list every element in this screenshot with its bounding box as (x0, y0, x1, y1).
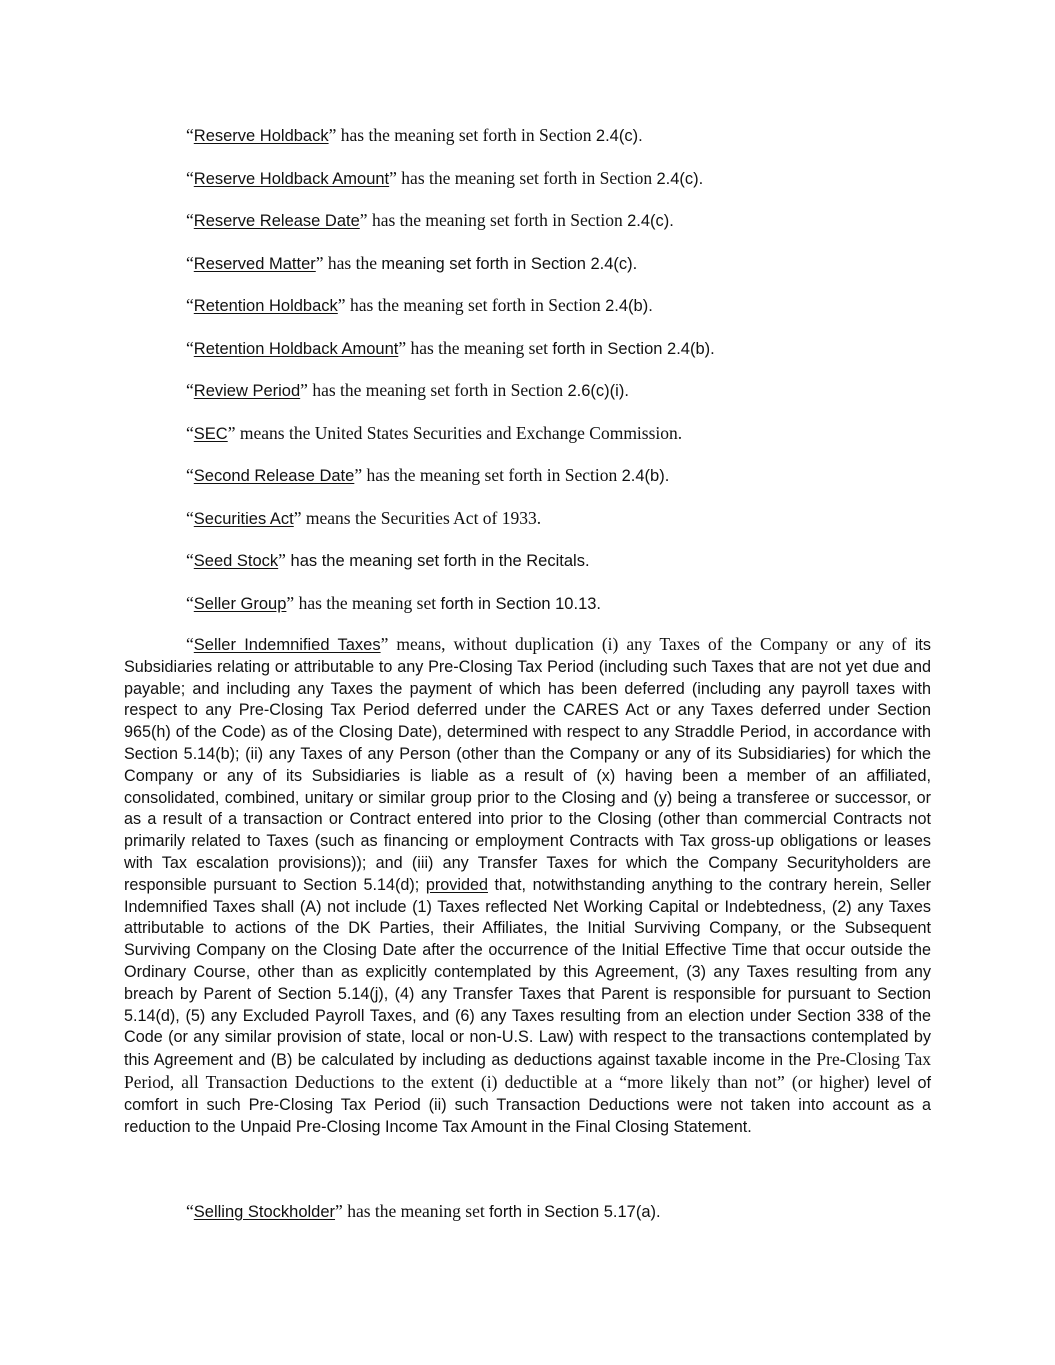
definition-reserve-release-date: “Reserve Release Date” has the meaning set forth in Section 2.4(c). (186, 210, 674, 230)
definition-retention-holdback: “Retention Holdback” has the meaning set forth in Section 2.4(b). (186, 295, 653, 315)
defined-term: Retention Holdback Amount (193, 340, 399, 358)
defined-term: Seed Stock (193, 552, 279, 570)
defined-term: Selling Stockholder (193, 1203, 336, 1221)
defined-term: Seller Indemnified Taxes (193, 636, 381, 654)
definition-retention-holdback-amount: “Retention Holdback Amount” has the meaning set forth in Section 2.4(b). (186, 338, 715, 358)
defined-term: Reserved Matter (193, 255, 316, 273)
proviso-term: provided (425, 875, 488, 894)
defined-term: Securities Act (193, 510, 294, 528)
defined-term: SEC (193, 425, 228, 443)
definition-review-period: “Review Period” has the meaning set forth in Section 2.6(c)(i). (186, 380, 629, 400)
defined-term: Second Release Date (193, 467, 355, 485)
defined-term: Reserve Holdback (193, 127, 329, 145)
defined-term: Reserve Holdback Amount (193, 170, 390, 188)
definition-securities-act: “Securities Act” means the Securities Act of 1933. (186, 508, 542, 528)
definition-reserve-holdback: “Reserve Holdback” has the meaning set forth in Section 2.4(c). (186, 125, 643, 145)
definition-second-release-date: “Second Release Date” has the meaning set forth in Section 2.4(b). (186, 465, 670, 485)
definition-reserve-holdback-amount: “Reserve Holdback Amount” has the meaning set forth in Section 2.4(c). (186, 168, 704, 188)
defined-term: Review Period (193, 382, 301, 400)
definition-seed-stock: “Seed Stock” has the meaning set forth in the Recitals. (186, 550, 590, 570)
defined-term: Reserve Release Date (193, 212, 360, 230)
definition-selling-stockholder: “Selling Stockholder” has the meaning set forth in Section 5.17(a). (186, 1201, 661, 1221)
definition-sec: “SEC” means the United States Securities and Exchange Commission. (186, 423, 683, 443)
definition-seller-indemnified-taxes: “Seller Indemnified Taxes” means, without duplication (i) any Taxes of the Company or any of its Subsidiaries relating or attributable to any Pre-Closing Tax Period (including such Taxes that are not yet due and payable; and including any Taxes the payment of which has been deferred (including any payroll taxes with respect to any Pre-Closing Tax Period deferred under the CARES Act or any Taxes deferred under Section 965(h) of the Code) as of the Closing Date), determined with respect to any Straddle Period, in accordance with Section 5.14(b); (ii) any Taxes of any Person (other than the Company or any of its Subsidiaries) for which the Company or any of its Subsidiaries is liable as a result of (x) having been a member of an affiliated, consolidated, combined, unitary or similar group prior to the Closing and (y) being a transferee or successor, or as a result of a transaction or Contract entered into prior to the Closing (other than commercial Contracts not primarily related to Taxes (such as financing or employment Contracts with Tax gross-up obligations or leases with Tax escalation provisions)); and (iii) any Transfer Taxes for which the Company Securityholders are responsible pursuant to Section 5.14(d); provided that, notwithstanding anything to the contrary herein, Seller Indemnified Taxes shall (A) not include (1) Taxes reflected Net Working Capital or Indebtedness, (2) any Taxes attributable to actions of the DK Parties, their Affiliates, the Initial Surviving Company, or the Subsequent Surviving Company on the Closing Date after the occurrence of the Initial Effective Time that occur outside the Ordinary Course, other than as explicitly contemplated by this Agreement, (3) any Taxes resulting from any breach by Parent of Section 5.14(j), (4) any Transfer Taxes that Parent is responsible for pursuant to Section 5.14(d), (5) any Excluded Payroll Taxes, and (6) any Taxes resulting from an election under Section 338 of the Code (or any similar provision of state, local or non-U.S. Law) with respect to the transactions contemplated by this Agreement and (B) be calculated by including as deductions against taxable income in the Pre-Closing Tax Period, all Transaction Deductions to the extent (i) deductible at a “more likely than not” (or higher) level of comfort in such Pre-Closing Tax Period (ii) such Transaction Deductions were not taken into account as a reduction to the Unpaid Pre-Closing Income Tax Amount in the Final Closing Statement. (124, 634, 932, 1136)
defined-term: Seller Group (193, 595, 287, 613)
defined-term: Retention Holdback (193, 297, 338, 315)
definition-reserved-matter: “Reserved Matter” has the meaning set forth in Section 2.4(c). (186, 253, 638, 273)
definition-seller-group: “Seller Group” has the meaning set forth in Section 10.13. (186, 593, 602, 613)
